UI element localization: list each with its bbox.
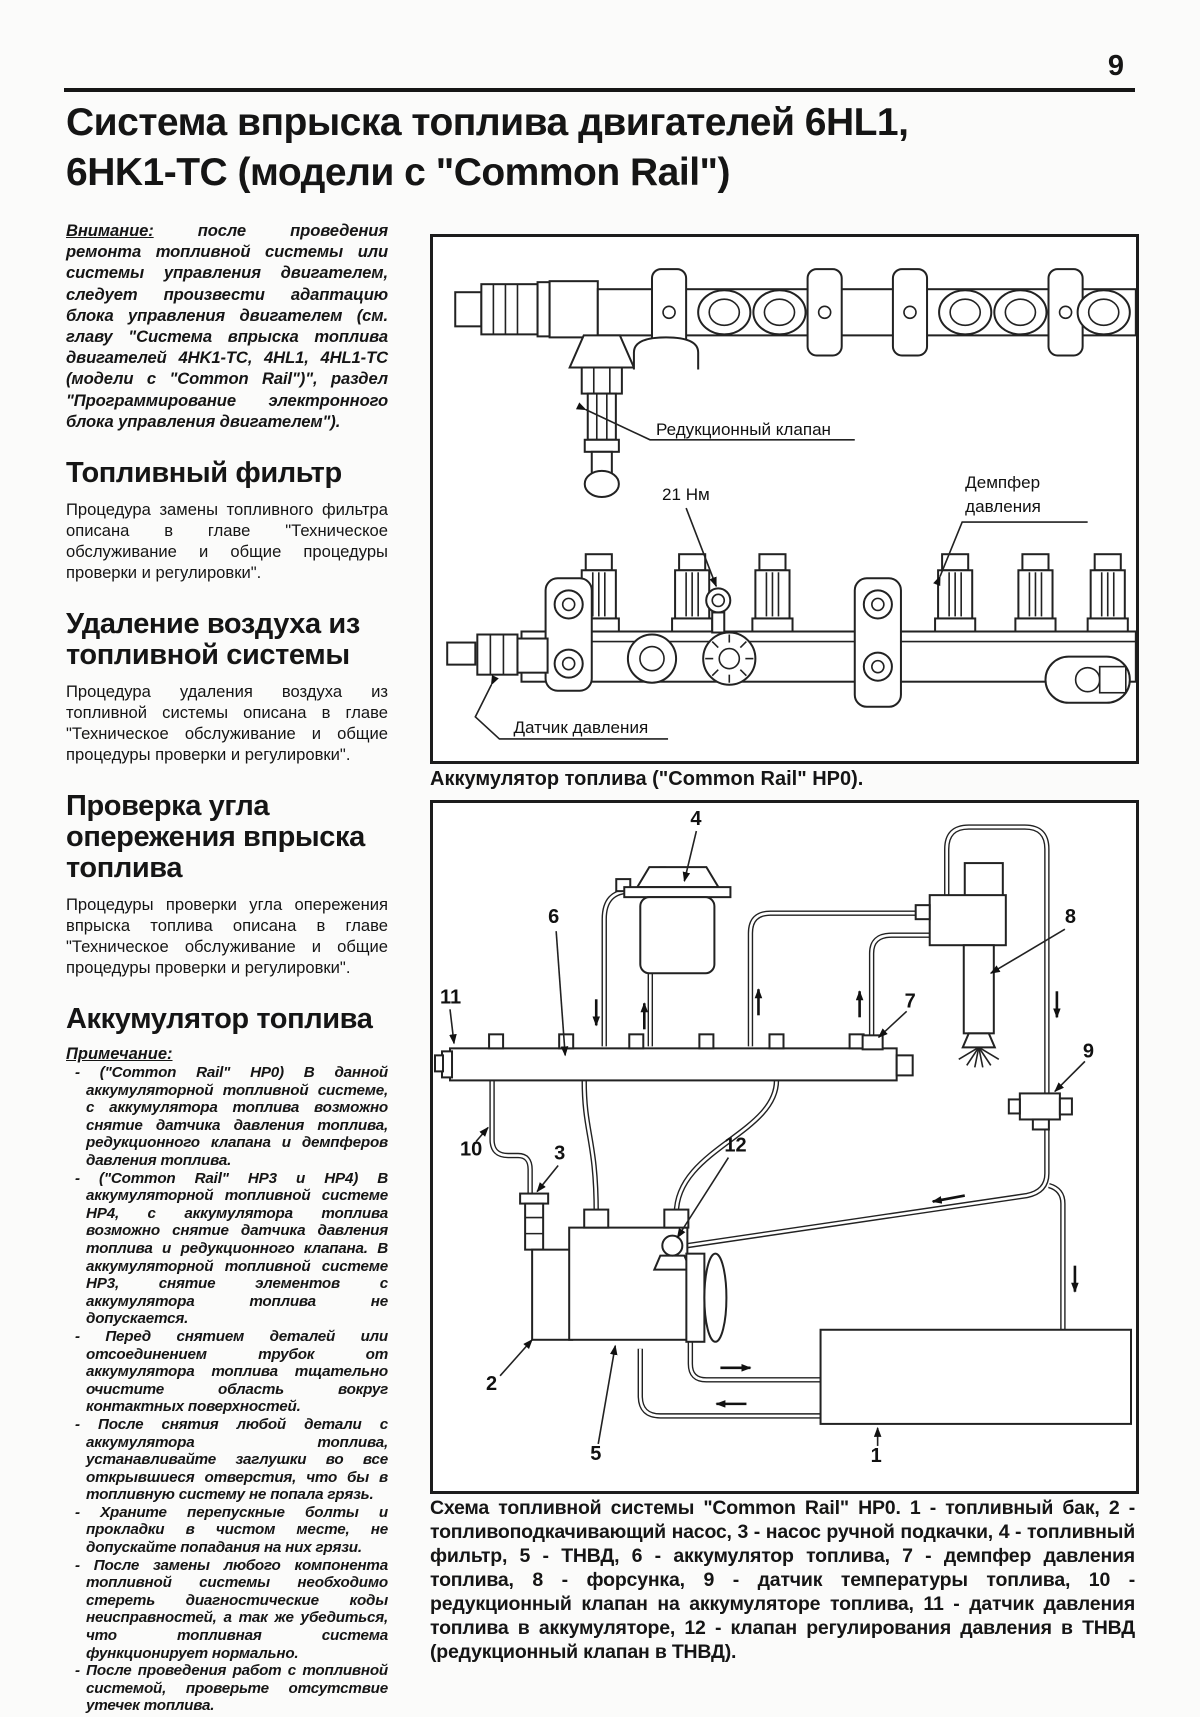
pump-pressure-valve — [662, 1236, 682, 1256]
callout-2: 2 — [486, 1372, 498, 1395]
callout-9: 9 — [1082, 1040, 1095, 1063]
page-title-line2: 6HK1-TC (модели с "Common Rail") — [66, 150, 731, 194]
figure2-caption: Схема топливной системы "Common Rail" HP0. 1 - топливный бак, 2 - топливоподкачивающий насос, 3 - насос ручной подкачки, 4 - топливный фильтр, 5 - ТНВД, 6 - аккумулятор топлива, 7 - демпфер давления топлива, 8 - форсунка, 9 - датчик температуры топлива, 10 - редукционный клапан на аккумуляторе топлива, 11 - датчик давления топлива в аккумуляторе, 12 - клапан регулирования давления в ТНВД (редукционный клапан в ТНВД). — [430, 1497, 1135, 1663]
fuel-filter — [616, 867, 730, 973]
page-number: 9 — [1107, 50, 1125, 82]
hand-priming-pump — [520, 1194, 548, 1250]
pressure-sensor — [447, 635, 547, 675]
figure-fuel-system-schematic — [430, 800, 1139, 1494]
callout-8: 8 — [1064, 906, 1077, 929]
callout-6: 6 — [548, 906, 560, 929]
section-body-fuel-filter: Процедура замены топливного фильтра описана в главе "Техническое обслуживание и общие процедуры проверки и регулировки". — [66, 500, 388, 583]
header-rule — [64, 88, 1135, 92]
warning-label: Внимание: — [66, 221, 154, 240]
section-body-air-bleed: Процедура удаления воздуха из топливной системы описана в главе "Техническое обслуживание и общие процедуры проверки и регулировки". — [66, 682, 388, 765]
warning-text: после проведения ремонта топливной системы или системы управления двигателем, следует произвести адаптацию блока управления двигателем (см. главу "Система впрыска топлива двигателей 4HK1-TC, 4HL1, 4HL1-TC (модели с "Common Rail")", раздел "Программирование электронного блока управления двигателем"). — [66, 221, 388, 431]
reduction-valve-label: Редукционный клапан — [656, 419, 831, 439]
injection-pump — [532, 1210, 726, 1342]
warning-paragraph — [66, 220, 388, 432]
rail-top-view — [455, 269, 1136, 497]
injector-spray — [959, 1047, 999, 1067]
reduction-valve — [570, 335, 698, 497]
callout-10: 10 — [460, 1138, 483, 1161]
fuel-system-schematic-drawing — [433, 803, 1136, 1491]
fuel-rail — [435, 1034, 913, 1080]
pump-pulley — [704, 1254, 726, 1342]
callout-12: 12 — [724, 1134, 747, 1157]
pressure-damper-label-line2: давления — [965, 497, 1041, 517]
callout-7: 7 — [904, 990, 916, 1013]
section-heading-fuel-rail: Аккумулятор топлива — [66, 1003, 373, 1036]
section-heading-fuel-filter: Топливный фильтр — [66, 457, 342, 490]
note-item: - После снятия любой детали с аккумулятора топлива, устанавливайте заглушки во все открывшиеся отверстия, что бы в топливную систему не попала грязь. — [75, 1415, 388, 1504]
note-item: - ("Common Rail" HP0) В данной аккумуляторной топливной системе, с аккумулятора топлива возможно снятие датчика давления топлива, редукционного клапана и демпферов давления топлива. — [75, 1064, 388, 1169]
callout-4: 4 — [690, 808, 702, 831]
pressure-damper-label-line1: Демпфер — [965, 472, 1041, 492]
figure-fuel-rail — [430, 234, 1139, 764]
fuel-temp-sensor — [1009, 1093, 1072, 1129]
section-body-injection-timing: Процедуры проверки угла опережения впрыска топлива описана в главе "Техническое обслуживание и общие процедуры проверки и регулировки". — [66, 895, 388, 978]
note-label: Примечание: — [66, 1045, 173, 1064]
fuel-rail-drawing — [433, 237, 1136, 761]
callout-1: 1 — [870, 1444, 882, 1467]
section-heading-injection-timing: Проверка угла опережения впрыска топлива — [66, 790, 365, 885]
pressure-sensor-label: Датчик давления — [513, 717, 649, 737]
note-item: - Перед снятием деталей или отсоединением трубок от аккумулятора топлива тщательно очистите область вокруг контактных поверхностей. — [75, 1327, 388, 1416]
injector-fittings — [579, 554, 1128, 631]
injector — [916, 863, 1006, 1067]
note-item: - После замены любого компонента топливной системы необходимо стереть диагностические коды неисправностей, а так же убедиться, что топливная система функционирует нормально. — [75, 1556, 388, 1662]
rail-side-view — [447, 473, 1136, 739]
section-heading-air-bleed: Удаление воздуха из топливной системы — [66, 608, 360, 672]
note-item: - Храните перепускные болты и прокладки в чистом месте, не допускайте попадания на них грязи. — [75, 1503, 388, 1557]
figure1-caption: Аккумулятор топлива ("Common Rail" HP0). — [430, 768, 864, 790]
fuel-tank — [821, 1330, 1131, 1424]
callout-5: 5 — [590, 1442, 602, 1465]
page-title — [66, 98, 1146, 197]
torque-label: 21 Нм — [662, 485, 710, 505]
callout-3: 3 — [554, 1142, 566, 1165]
note-item: - ("Common Rail" HP3 и HP4) В аккумуляторной топливной системе HP4, с аккумулятора топлива возможно снятие датчика давления топлива и редукционного клапана. В аккумуляторной топливной системе HP3, снятие элементов с аккумулятора топлива не допускается. — [75, 1169, 388, 1328]
page-title-line1: Система впрыска топлива двигателей 6HL1, — [66, 101, 909, 144]
text-column — [66, 220, 388, 1715]
note-item: - После проведения работ с топливной системой, проверьте отсутствие утечек топлива. — [75, 1662, 388, 1715]
callout-11: 11 — [439, 986, 462, 1009]
